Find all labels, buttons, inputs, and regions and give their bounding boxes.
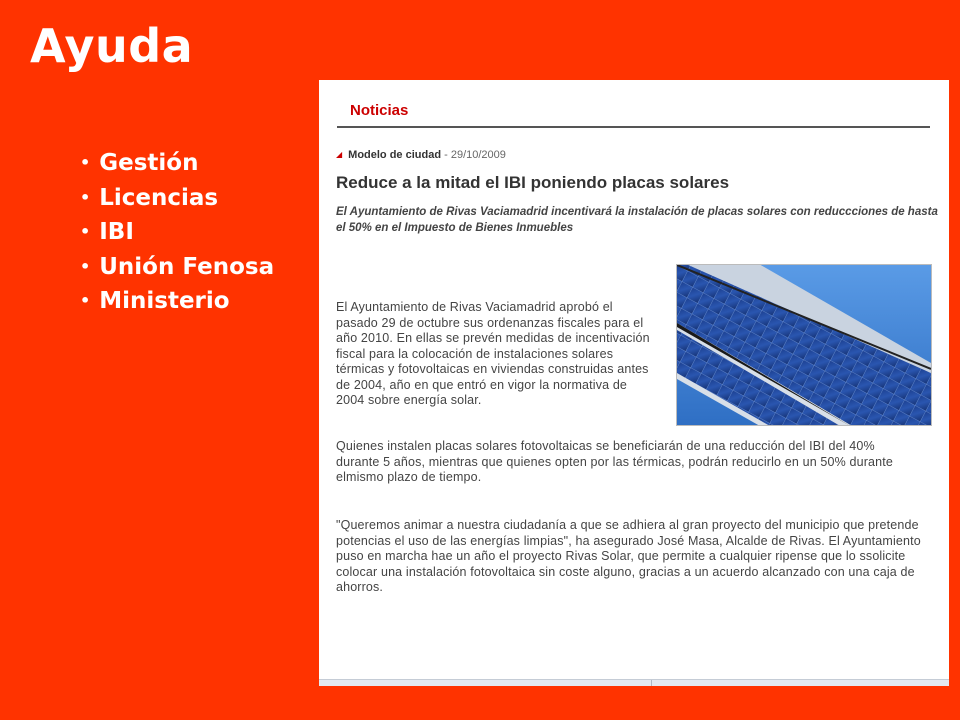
section-header: Noticias bbox=[350, 102, 409, 119]
article-paragraph: El Ayuntamiento de Rivas Vaciamadrid aprobó el pasado 29 de octubre sus ordenanzas fiscales para el año 2010. En ellas se prevén medidas de incentivación fiscal para la colocación de instalaciones solares térmicas y fotovoltaicas en viviendas construidas antes de 2004, año en que entró en vigor la normativa de 2004 sobre energía solar. bbox=[336, 300, 650, 407]
article-lead: El Ayuntamiento de Rivas Vaciamadrid incentivará la instalación de placas solares con reduccciones de hasta el 50% en el Impuesto de Bienes Inmuebles bbox=[336, 206, 938, 234]
nav-item-label[interactable]: Ministerio bbox=[99, 288, 230, 314]
solar-panels-image bbox=[676, 264, 932, 426]
nav-item-label[interactable]: Gestión bbox=[99, 150, 199, 176]
article-title: Reduce a la mitad el IBI poniendo placas solares bbox=[336, 173, 730, 192]
browser-status-bar bbox=[319, 679, 949, 686]
help-nav-list bbox=[80, 147, 274, 320]
nav-item-label[interactable]: IBI bbox=[99, 219, 134, 245]
status-bar-divider bbox=[651, 680, 652, 686]
nav-item-gestion[interactable] bbox=[80, 147, 274, 182]
article-date: - 29/10/2009 bbox=[444, 149, 506, 161]
article-category[interactable]: Modelo de ciudad bbox=[348, 149, 442, 161]
bullet-icon: • bbox=[80, 222, 91, 241]
bullet-icon: • bbox=[80, 291, 91, 310]
slide-title: Ayuda bbox=[30, 19, 194, 73]
nav-item-label[interactable]: Unión Fenosa bbox=[99, 253, 275, 280]
header-divider bbox=[337, 126, 930, 128]
nav-item-licencias[interactable] bbox=[80, 182, 274, 217]
article-paragraph: Quienes instalen placas solares fotovoltaicas se beneficiarán de una reducción del IBI del 40% durante 5 años, mientras que quienes opten por las térmicas, podrán reducirlo en un 50% durante elmismo plazo de tiempo. bbox=[336, 439, 893, 484]
nav-item-union-fenosa[interactable] bbox=[80, 251, 274, 286]
article-paragraph: "Queremos animar a nuestra ciudadanía a que se adhiera al gran proyecto del municipio que pretende potencias el uso de las energías limpias", ha asegurado José Masa, Alcalde de Rivas. El Ayuntamiento puso en marcha hae un año el proyecto Rivas Solar, que permite a cualquier ripense que lo ssolicite colocar una instalación fotovoltaica sin coste alguno, gracias a un acuerdo alcanzado con una caja de ahorros. bbox=[336, 518, 921, 594]
bullet-icon: • bbox=[80, 256, 91, 276]
news-article-screenshot bbox=[319, 80, 949, 686]
article-meta bbox=[336, 149, 506, 161]
nav-item-ministerio[interactable] bbox=[80, 285, 274, 320]
bullet-icon: • bbox=[80, 187, 91, 207]
triangle-arrow-icon: ◢ bbox=[336, 150, 343, 159]
nav-item-label[interactable]: Licencias bbox=[99, 184, 219, 211]
nav-item-ibi[interactable] bbox=[80, 216, 274, 251]
bullet-icon: • bbox=[80, 153, 91, 172]
